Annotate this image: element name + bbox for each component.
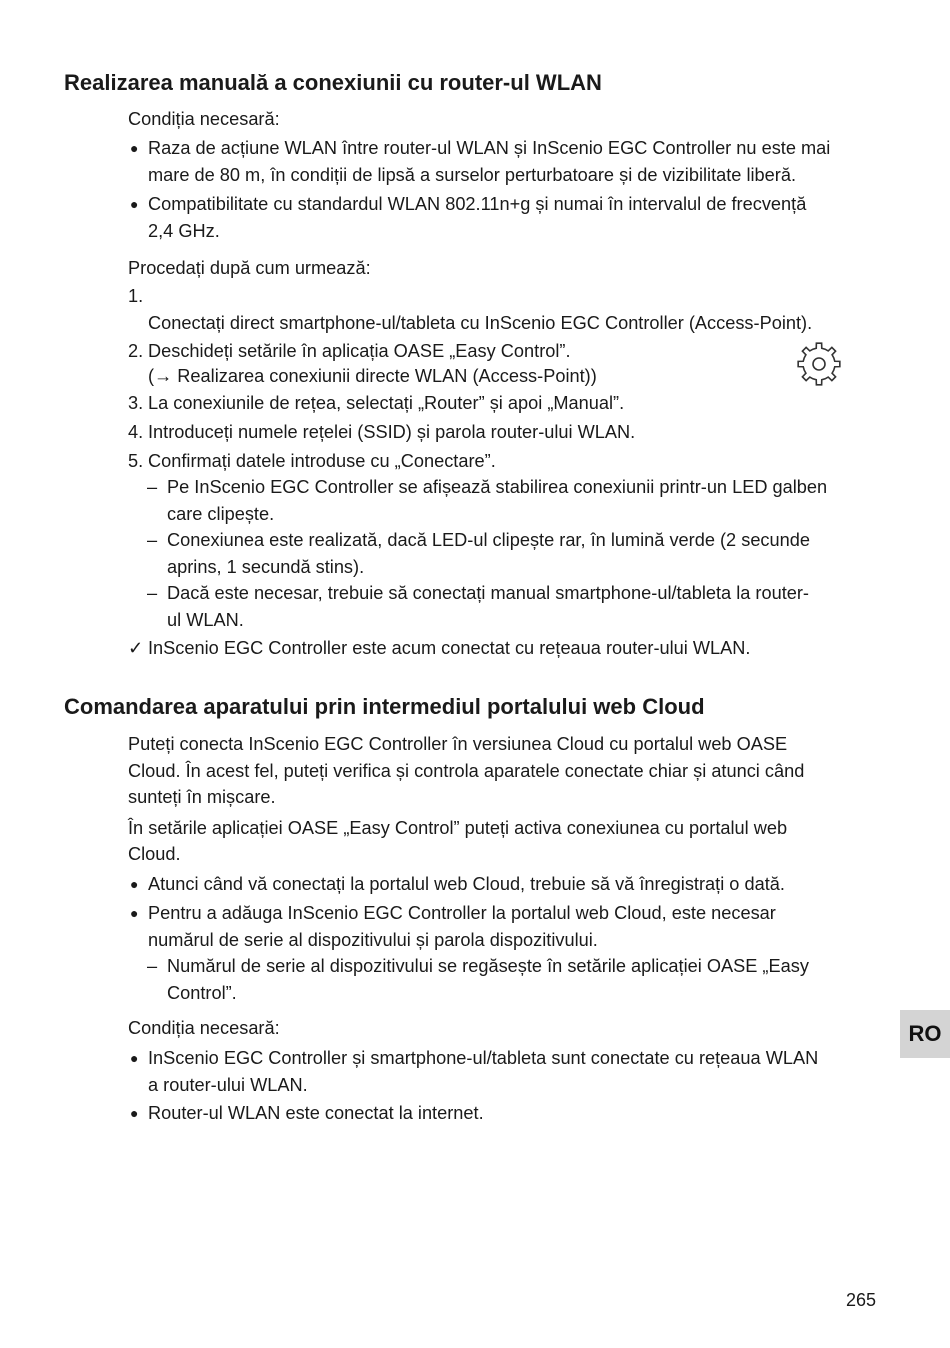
sub-item <box>147 474 882 527</box>
sub-item-text: Numărul de serie al dispozitivului se regăsește în setările aplicației OASE „Easy Control”. <box>167 956 809 1003</box>
step-item <box>128 390 880 417</box>
bullet-marker: ● <box>130 196 139 212</box>
sub-item <box>147 953 882 1006</box>
bullet-marker: ● <box>130 1050 139 1066</box>
dash-marker: – <box>147 956 158 976</box>
section-heading-cloud-portal: Comandarea aparatului prin intermediul portalului web Cloud <box>64 694 705 719</box>
list-item <box>128 1100 880 1127</box>
step-text: Introduceți numele rețelei (SSID) și parola router-ului WLAN. <box>148 422 636 442</box>
list-item <box>128 135 880 188</box>
dash-marker: – <box>147 477 158 497</box>
list-item <box>128 871 880 898</box>
sub-item-text: Dacă este necesar, trebuie să conectați manual smartphone-ul/tableta la router- ul WLAN. <box>167 583 809 630</box>
list-item-text: Raza de acțiune WLAN între router-ul WLAN și InScenio EGC Controller nu este mai mare de 80 m, în condiții de lipsă a surselor perturbatoare și de vizibilitate liberă. <box>148 138 831 185</box>
bullet-marker: ● <box>130 876 139 892</box>
page-number: 265 <box>846 1290 877 1310</box>
condition-label: Condiția necesară: <box>128 1018 280 1038</box>
list-item <box>128 191 880 244</box>
step-number: 5. <box>128 451 144 471</box>
step-text: Conectați direct smartphone-ul/tableta cu InScenio EGC Controller (Access-Point). <box>148 312 813 333</box>
language-tab: RO <box>900 1010 950 1058</box>
step-item <box>128 419 880 446</box>
procedure-label: Procedați după cum urmează: <box>128 258 371 278</box>
step-text: La conexiunile de rețea, selectați „Router” și apoi „Manual”. <box>148 393 625 413</box>
bullet-marker: ● <box>130 1105 139 1121</box>
result-text: InScenio EGC Controller este acum conectat cu rețeaua router-ului WLAN. <box>148 638 751 658</box>
paragraph-line: Cloud. <box>128 844 181 864</box>
condition-label: Condiția necesară: <box>128 109 280 129</box>
bullet-marker: ● <box>130 140 139 156</box>
check-icon: ✓ <box>128 638 144 658</box>
step-text: Confirmați datele introduse cu „Conectare”. <box>148 451 496 471</box>
list-item-text: Router-ul WLAN este conectat la internet. <box>148 1103 484 1123</box>
list-item <box>128 1045 880 1098</box>
sub-item <box>147 527 882 580</box>
paragraph-line: Puteți conecta InScenio EGC Controller în versiunea Cloud cu portalul web OASE <box>128 734 788 754</box>
step-item <box>128 448 880 475</box>
list-item-text: Atunci când vă conectați la portalul web Cloud, trebuie să vă înregistrați o dată. <box>148 874 785 894</box>
sub-item <box>147 580 882 633</box>
sub-item-text: Pe InScenio EGC Controller se afișează stabilirea conexiunii printr-un LED galben care clipește. <box>167 477 828 524</box>
step-number: 4. <box>128 422 144 442</box>
step-item <box>128 338 880 365</box>
step-number: 1. <box>128 286 144 306</box>
paragraph-line: Cloud. În acest fel, puteți verifica și controla aparatele conectate chiar și atunci când <box>128 761 805 781</box>
list-item-text: Pentru a adăuga InScenio EGC Controller la portalul web Cloud, este necesar numărul de serie al dispozitivului și parola dispozitivului. <box>148 903 776 950</box>
step-number: 2. <box>128 341 144 361</box>
dash-marker: – <box>147 583 158 603</box>
gear-icon <box>795 340 843 388</box>
dash-marker: – <box>147 530 158 550</box>
paragraph-line: sunteți în mișcare. <box>128 787 276 807</box>
step-number: 3. <box>128 393 144 413</box>
cross-reference-link[interactable]: (→ Realizarea conexiunii directe WLAN (Access-Point)) <box>148 365 597 386</box>
list-item-text: InScenio EGC Controller și smartphone-ul/tableta sunt conectate cu rețeaua WLAN a router-ului WLAN. <box>148 1048 819 1095</box>
paragraph-line: În setările aplicației OASE „Easy Control” puteți activa conexiunea cu portalul web <box>128 818 788 838</box>
section-heading-manual-router: Realizarea manuală a conexiunii cu router-ul WLAN <box>64 70 602 95</box>
step-text: Deschideți setările în aplicația OASE „Easy Control”. <box>148 341 571 361</box>
result-item <box>128 635 880 662</box>
list-item-text: Compatibilitate cu standardul WLAN 802.11n+g și numai în intervalul de frecvență 2,4 GHz. <box>148 194 807 241</box>
step-item <box>128 283 880 389</box>
list-item <box>128 900 880 953</box>
sub-item-text: Conexiunea este realizată, dacă LED-ul clipește rar, în lumină verde (2 secunde aprins, 1 secundă stins). <box>167 530 810 577</box>
bullet-marker: ● <box>130 905 139 921</box>
